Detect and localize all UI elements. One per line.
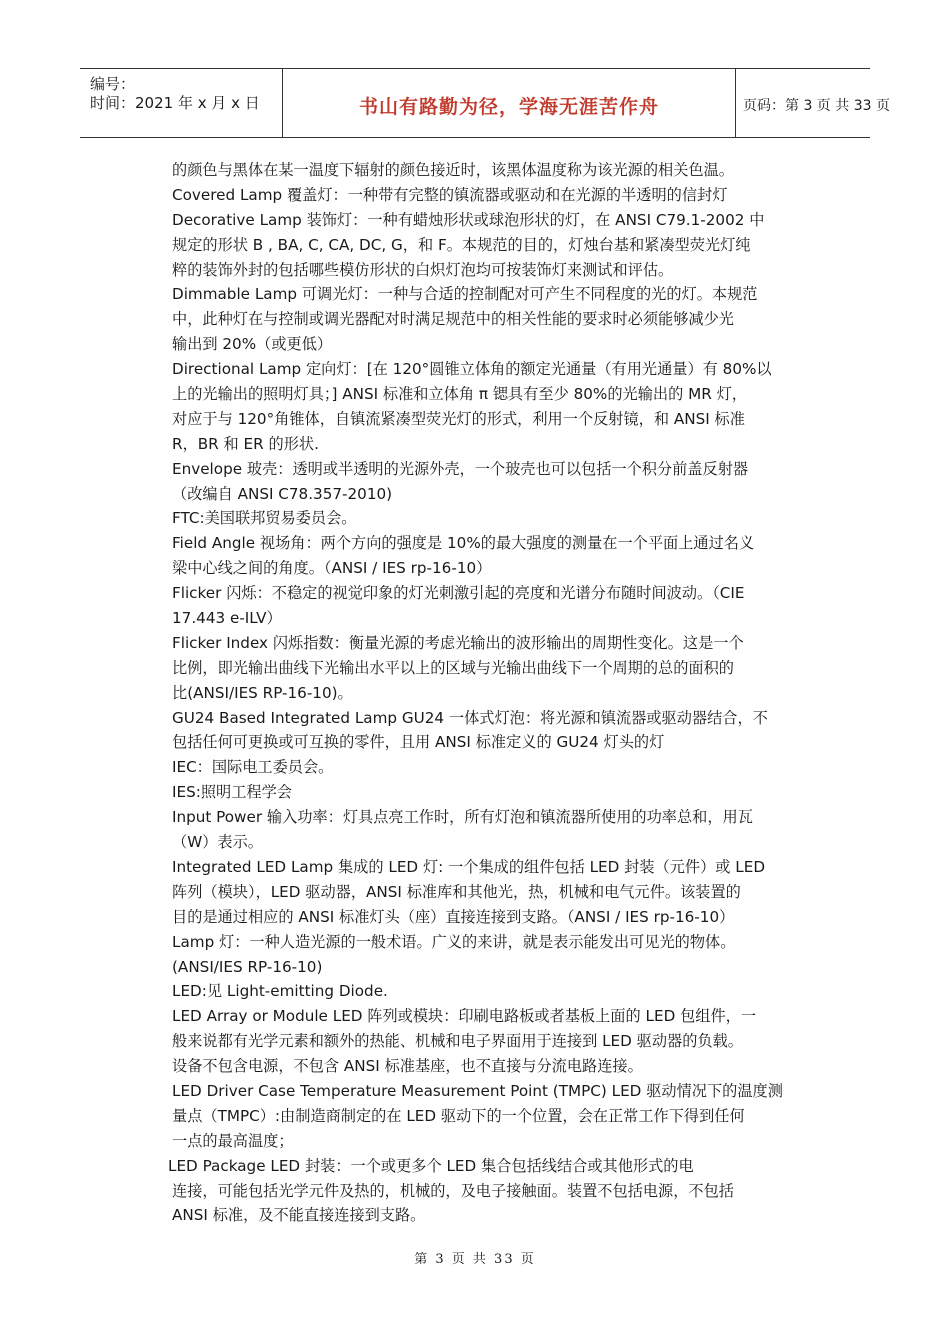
body-text-line: 目的是通过相应的 ANSI 标准灯头（座）直接连接到支路。（ANSI / IES rp-16-10） xyxy=(172,907,735,926)
body-text-line: （改编自 ANSI C78.357-2010) xyxy=(172,484,393,503)
header-info-cell xyxy=(80,69,282,137)
body-text-line: R，BR 和 ER 的形状. xyxy=(172,434,319,453)
body-text-line: IES:照明工程学会 xyxy=(172,783,292,802)
document-number-label: 编号： xyxy=(90,75,136,93)
body-text-line: Envelope 玻壳：透明或半透明的光源外壳，一个玻壳也可以包括一个积分前盖反射器 xyxy=(172,459,749,478)
body-text-line: Dimmable Lamp 可调光灯：一种与合适的控制配对可产生不同程度的光的灯。本规范 xyxy=(172,285,758,304)
body-text-line: 般来说都有光学元素和额外的热能、机械和电子界面用于连接到 LED 驱动器的负载。 xyxy=(172,1032,743,1051)
body-text-line: Lamp 灯：一种人造光源的一般术语。广义的来讲，就是表示能发出可见光的物体。 xyxy=(172,932,736,951)
page-header xyxy=(80,68,890,138)
body-text-line: LED Package LED 封装：一个或更多个 LED 集合包括线结合或其他形式的电 xyxy=(168,1156,694,1175)
body-text-line: Decorative Lamp 装饰灯：一种有蜡烛形状或球泡形状的灯，在 ANSI C79.1-2002 中 xyxy=(172,210,765,229)
body-text-line: 中，此种灯在与控制或调光器配对时满足规范中的相关性能的要求时必须能够减少光 xyxy=(172,310,734,329)
body-text-line: Field Angle 视场角：两个方向的强度是 10%的最大强度的测量在一个平面上通过名义 xyxy=(172,534,755,553)
body-text-line: LED Array or Module LED 阵列或模块：印刷电路板或者基板上面的 LED 包组件，一 xyxy=(172,1007,757,1026)
body-text-line: （W）表示。 xyxy=(172,833,263,852)
body-text-line: 比例，即光输出曲线下光输出水平以上的区域与光输出曲线下一个周期的总的面积的 xyxy=(172,658,734,677)
body-text-line: 规定的形状 B , BA, C, CA, DC, G，和 F。本规范的目的，灯烛台基和紧凑型荧光灯纯 xyxy=(172,235,751,254)
body-text-line: 连接，可能包括光学元件及热的，机械的，及电子接触面。装置不包括电源，不包括 xyxy=(172,1181,734,1200)
body-text-line: GU24 Based Integrated Lamp GU24 一体式灯泡：将光源和镇流器或驱动器结合，不 xyxy=(172,708,768,727)
body-text-line: ANSI 标准，及不能直接连接到支路。 xyxy=(172,1206,426,1225)
body-text-line: 量点（TMPC）:由制造商制定的在 LED 驱动下的一个位置，会在正常工作下得到任何 xyxy=(172,1106,745,1125)
body-text-line: 上的光输出的照明灯具；] ANSI 标准和立体角 π 锶具有至少 80%的光输出的 MR 灯， xyxy=(172,385,747,404)
body-text-line: (ANSI/IES RP-16-10) xyxy=(172,957,323,976)
header-motto-cell xyxy=(282,69,736,137)
body-text-line: 对应于与 120°角锥体，自镇流紧凑型荧光灯的形式，利用一个反射镜，和 ANSI 标准 xyxy=(172,409,745,428)
body-text-line: 阵列（模块），LED 驱动器，ANSI 标准库和其他光，热，机械和电气元件。该装置的 xyxy=(172,882,741,901)
body-text-line: Integrated LED Lamp 集成的 LED 灯: 一个集成的组件包括 LED 封装（元件）或 LED xyxy=(172,857,766,876)
body-text-line: FTC:美国联邦贸易委员会。 xyxy=(172,509,357,528)
body-text-line: IEC：国际电工委员会。 xyxy=(172,758,334,777)
body-text-line: 的颜色与黑体在某一温度下辐射的颜色接近时，该黑体温度称为该光源的相关色温。 xyxy=(172,161,734,179)
body-text-line: Input Power 输入功率：灯具点亮工作时，所有灯泡和镇流器所使用的功率总和，用瓦 xyxy=(172,808,753,827)
body-text-line: 输出到 20%（或更低） xyxy=(172,335,333,354)
header-motto: 书山有路勤为径，学海无涯苦作舟 xyxy=(358,96,659,118)
body-text-line: LED Driver Case Temperature Measurement Point (TMPC) LED 驱动情况下的温度测 xyxy=(172,1081,783,1100)
document-body xyxy=(168,158,812,1228)
body-text-line: Covered Lamp 覆盖灯：一种带有完整的镇流器或驱动和在光源的半透明的信封灯 xyxy=(172,185,728,204)
body-text-line: 17.443 e-ILV） xyxy=(172,609,282,628)
page-footer: 第 3 页 共 33 页 xyxy=(414,1252,536,1267)
body-text-line: 梁中心线之间的角度。（ANSI / IES rp-16-10） xyxy=(172,559,492,578)
header-page-info: 页码：第 3 页 共 33 页 xyxy=(743,98,890,114)
body-text-line: LED:见 Light-emitting Diode. xyxy=(172,982,388,1001)
body-text-line: 包括任何可更换或可互换的零件，且用 ANSI 标准定义的 GU24 灯头的灯 xyxy=(172,733,665,752)
document-time-label: 时间：2021 年 x 月 x 日 xyxy=(90,94,260,112)
body-text-line: Flicker 闪烁：不稳定的视觉印象的灯光刺激引起的亮度和光谱分布随时间波动。（CIE xyxy=(172,584,745,603)
body-text-line: 设备不包含电源，不包含 ANSI 标准基座，也不直接与分流电路连接。 xyxy=(172,1057,643,1076)
body-text-line: Directional Lamp 定向灯：[在 120°圆锥立体角的额定光通量（有用光通量）有 80%以 xyxy=(172,360,772,379)
header-page-cell xyxy=(735,69,890,137)
body-text-line: 一点的最高温度； xyxy=(172,1131,294,1150)
body-text-line: 粹的装饰外封的包括哪些模仿形状的白炽灯泡均可按装饰灯来测试和评估。 xyxy=(172,260,674,279)
body-text-line: Flicker Index 闪烁指数：衡量光源的考虑光输出的波形输出的周期性变化。这是一个 xyxy=(172,633,744,652)
body-text-line: 比(ANSI/IES RP-16-10)。 xyxy=(172,683,353,702)
